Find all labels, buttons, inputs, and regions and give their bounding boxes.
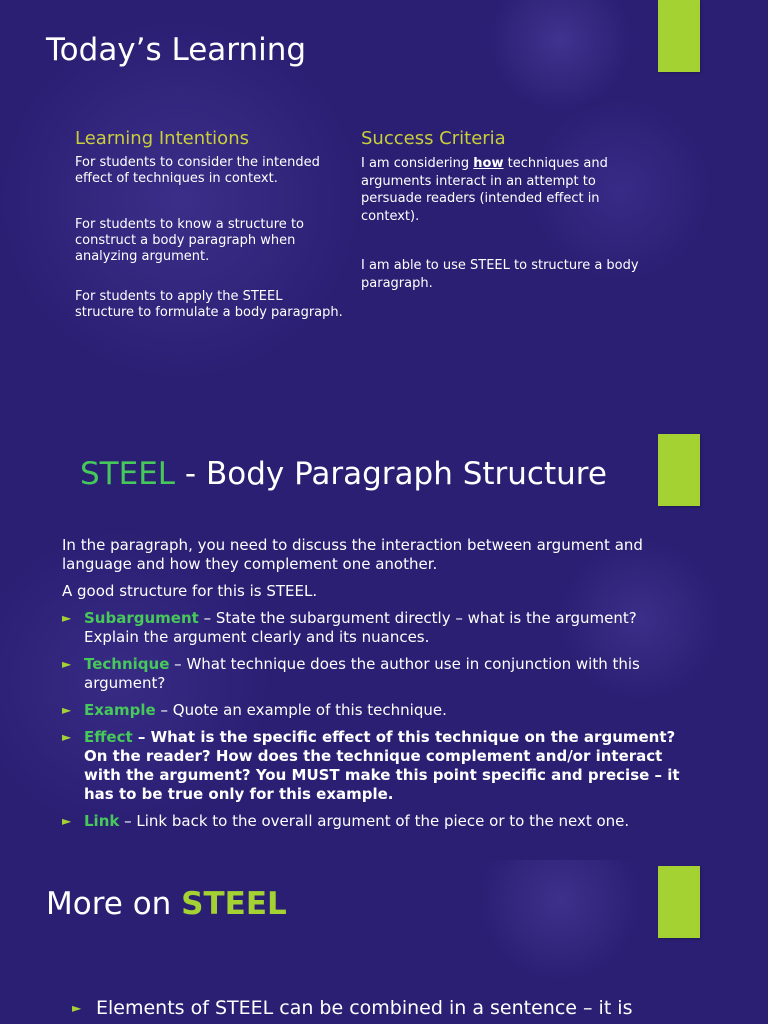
success-criteria-item: I am able to use STEEL to structure a body paragraph. [361, 258, 639, 291]
title-accent: STEEL [181, 886, 287, 922]
arrow-bullet-icon: ► [62, 657, 72, 671]
slide-todays-learning [0, 0, 768, 430]
title-accent: STEEL [80, 456, 176, 492]
term-description: – State the subargument directly – what is the argument? Explain the argument clearly and its nuances. [84, 609, 637, 646]
term-description: – What is the specific effect of this technique on the argument? On the reader? How does the technique complement and/or interact with the argument? You MUST make this point specific and precise – it has to be true only for this example. [84, 728, 680, 803]
learning-intention-item: For students to consider the intended effect of techniques in context. [75, 155, 320, 186]
term-description: – Quote an example of this technique. [155, 701, 447, 719]
list-item [62, 655, 682, 693]
learning-intentions-column [75, 128, 345, 351]
steel-list [62, 609, 682, 831]
term-description: – Link back to the overall argument of the piece or to the next one. [119, 812, 630, 830]
arrow-bullet-icon: ► [62, 703, 72, 717]
list-item [62, 609, 682, 647]
slide-more-on-steel [0, 860, 768, 1024]
list-item [72, 996, 632, 1020]
list-item-text: Elements of STEEL can be combined in a sentence – it is [96, 997, 633, 1019]
list-item [62, 728, 682, 804]
term-label: Subargument [84, 609, 199, 627]
learning-intention-item: For students to know a structure to construct a body paragraph when analyzing argument. [75, 217, 304, 264]
accent-bar [658, 866, 700, 938]
arrow-bullet-icon: ► [62, 814, 72, 828]
arrow-bullet-icon: ► [72, 1001, 82, 1015]
title-rest: - Body Paragraph Structure [175, 456, 607, 492]
success-criteria-heading: Success Criteria [361, 128, 506, 149]
accent-bar [658, 434, 700, 506]
slide-body [62, 536, 682, 839]
intro-paragraph: In the paragraph, you need to discuss the interaction between argument and language and how they complement one another. [62, 536, 643, 573]
term-description: – What technique does the author use in conjunction with this argument? [84, 655, 640, 692]
term-label: Example [84, 701, 156, 719]
title-prefix: More on [46, 886, 182, 922]
success-criteria-column [361, 128, 641, 324]
slide-title [46, 886, 287, 922]
success-criteria-item [361, 155, 641, 225]
term-label: Technique [84, 655, 170, 673]
success-criteria-text: I am considering [361, 156, 474, 171]
intro-paragraph: A good structure for this is STEEL. [62, 582, 318, 600]
list-item [62, 812, 682, 831]
list-item [62, 701, 682, 720]
arrow-bullet-icon: ► [62, 730, 72, 744]
more-steel-list [72, 996, 632, 1024]
learning-intention-item: For students to apply the STEEL structure to formulate a body paragraph. [75, 289, 343, 320]
success-criteria-text: techniques and arguments interact in an attempt to persuade readers (intended effect in context). [361, 156, 608, 224]
emphasis-how: how [473, 156, 504, 171]
slide-title [80, 456, 607, 492]
term-label: Effect [84, 728, 133, 746]
slide-title: Today’s Learning [46, 32, 307, 68]
term-label: Link [84, 812, 120, 830]
accent-bar [658, 0, 700, 72]
arrow-bullet-icon: ► [62, 611, 72, 625]
learning-intentions-heading: Learning Intentions [75, 128, 249, 149]
slide-steel-structure [0, 430, 768, 860]
